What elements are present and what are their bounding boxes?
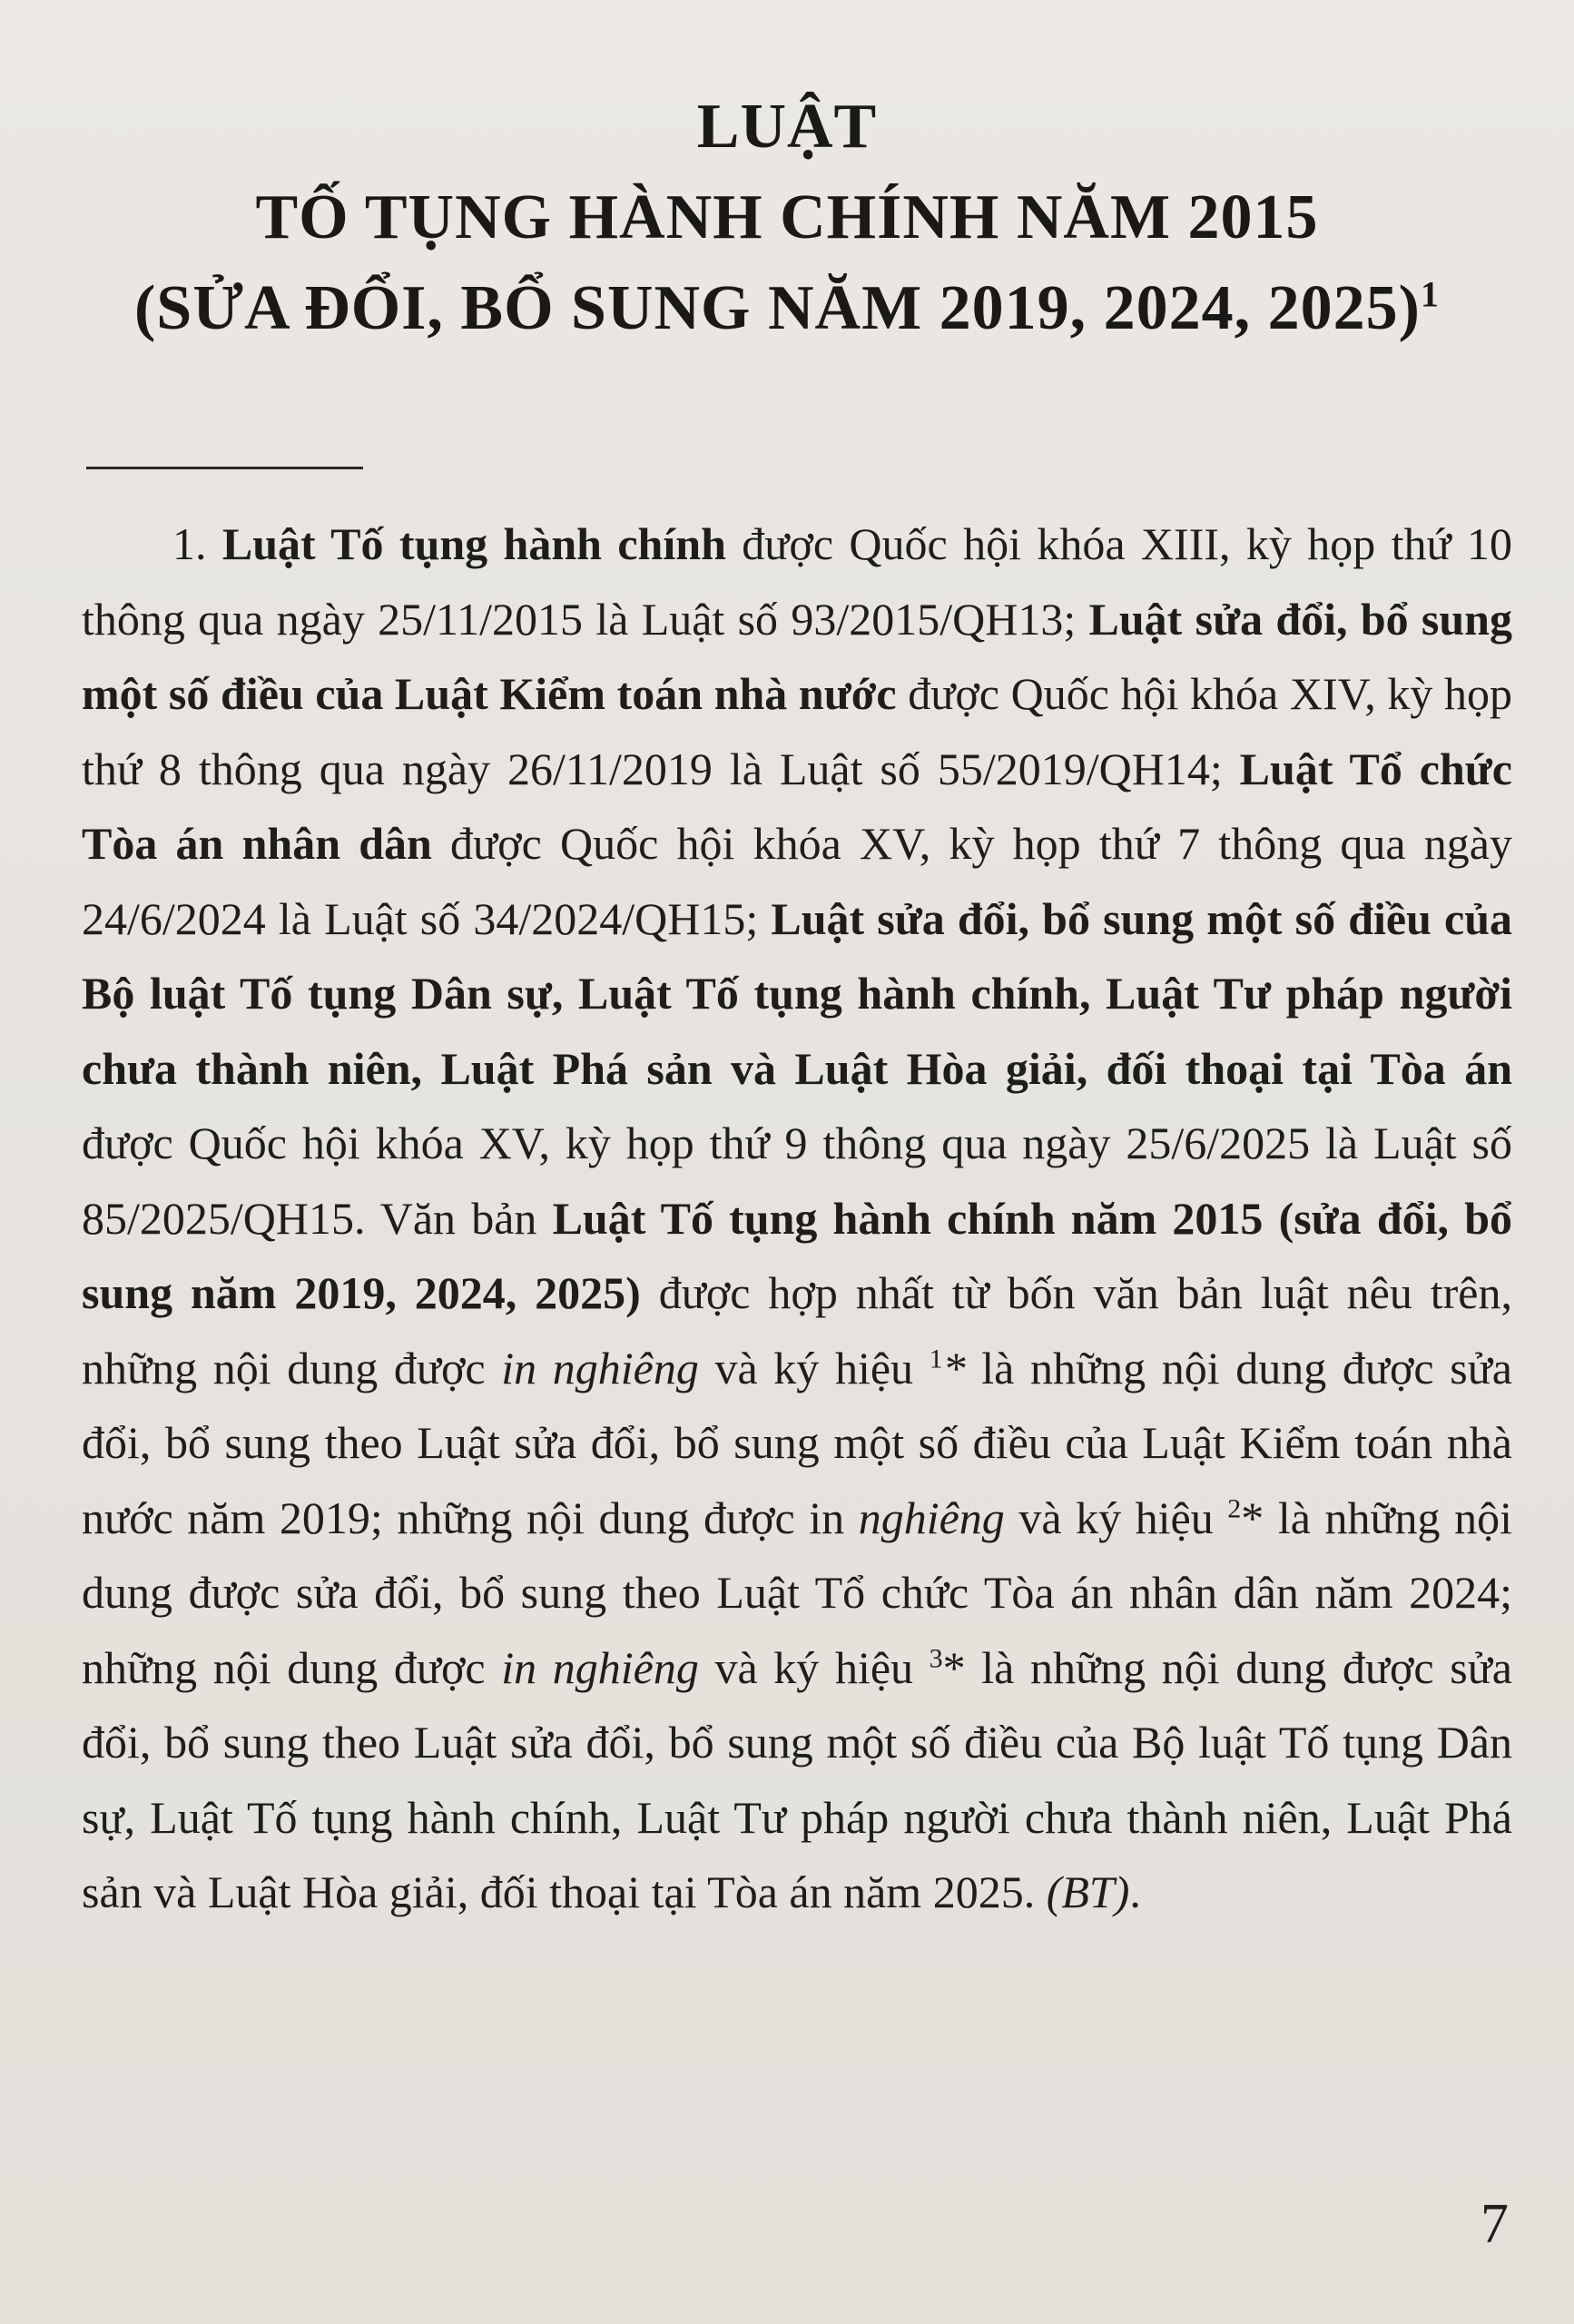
footnote-italic-text: (BT) <box>1046 1866 1130 1917</box>
footnote-text: và ký hiệu <box>1004 1492 1228 1543</box>
footnote-separator <box>86 467 363 469</box>
title-line-3-text: (SỬA ĐỔI, BỔ SUNG NĂM 2019, 2024, 2025) <box>134 273 1421 343</box>
title-footnote-ref: 1 <box>1421 273 1440 315</box>
footnote-italic-text: nghiêng <box>858 1492 1005 1543</box>
footnote-bold-text: Luật Tổ chức Tòa án nhân dân <box>82 743 1512 869</box>
footnote-bold-text: Luật Tố tụng hành chính <box>221 518 726 569</box>
footnote-paragraph <box>82 507 1512 1930</box>
title-line-2: TỐ TỤNG HÀNH CHÍNH NĂM 2015 <box>255 182 1319 252</box>
footnote-text <box>207 518 222 569</box>
footnote-text: được Quốc hội khóa XV, kỳ họp thứ 7 thông qua ngày 24/6/2024 là Luật số 34/2024/QH15; <box>82 818 1512 944</box>
footnote-text: * là những nội dung được sửa đổi, bổ sung theo Luật Tổ chức Tòa án nhân dân năm 2024; những nội dung được <box>82 1492 1513 1693</box>
law-title <box>0 82 1574 354</box>
footnote-marker-sup: 2 <box>1227 1492 1242 1523</box>
footnote-text: . <box>1129 1866 1141 1917</box>
footnote-number: 1. <box>172 518 207 569</box>
footnote-text: được Quốc hội khóa XIV, kỳ họp thứ 8 thông qua ngày 26/11/2019 là Luật số 55/2019/QH14; <box>82 668 1513 794</box>
footnote-bold-text: Luật sửa đổi, bổ sung một số điều của Luật Kiểm toán nhà nước <box>82 593 1512 719</box>
footnote-marker-sup: 1 <box>929 1343 943 1374</box>
footnote-text: và ký hiệu <box>698 1342 930 1393</box>
footnote-italic-text: in nghiêng <box>501 1342 699 1393</box>
footnote-1 <box>82 507 1512 1930</box>
footnote-bold-text: Luật Tố tụng hành chính năm 2015 (sửa đổi, bổ sung năm 2019, 2024, 2025) <box>82 1192 1512 1318</box>
footnote-italic-text: in nghiêng <box>501 1641 699 1693</box>
footnote-bold-text: Luật sửa đổi, bổ sung một số điều của Bộ luật Tố tụng Dân sự, Luật Tố tụng hành chính, Luật Tư pháp người chưa thành niên, Luật Phá sản và Luật Hòa giải, đối thoại tại Tòa án <box>82 892 1513 1094</box>
footnote-text: được Quốc hội khóa XIII, kỳ họp thứ 10 thông qua ngày 25/11/2015 là Luật số 93/2015/QH13; <box>82 518 1513 645</box>
footnote-text: và ký hiệu <box>698 1641 930 1693</box>
title-line-1: LUẬT <box>696 92 878 162</box>
footnote-text: được Quốc hội khóa XV, kỳ họp thứ 9 thông qua ngày 25/6/2025 là Luật số 85/2025/QH15. Văn bản <box>82 1118 1512 1244</box>
footnote-text: là những nội dung được sửa đổi, bổ sung theo Luật sửa đổi, bổ sung một số điều của Luật Kiểm toán nhà nước năm 2019; những nội dung được in <box>82 1342 1512 1543</box>
title-line-3 <box>0 263 1574 354</box>
page-number: 7 <box>1481 2193 1509 2255</box>
footnote-text: * là những nội dung được sửa đổi, bổ sung theo Luật sửa đổi, bổ sung một số điều của Bộ luật Tố tụng Dân sự, Luật Tố tụng hành chính, Luật Tư pháp người chưa thành niên, Luật Phá sản và Luật Hòa giải, đối thoại tại Tòa án năm 2025. <box>82 1641 1512 1917</box>
footnote-marker-sup: 3 <box>929 1642 943 1673</box>
footnote-italic-text: * <box>942 1342 966 1393</box>
footnote-text: được hợp nhất từ bốn văn bản luật nêu trên, những nội dung được <box>82 1267 1512 1393</box>
